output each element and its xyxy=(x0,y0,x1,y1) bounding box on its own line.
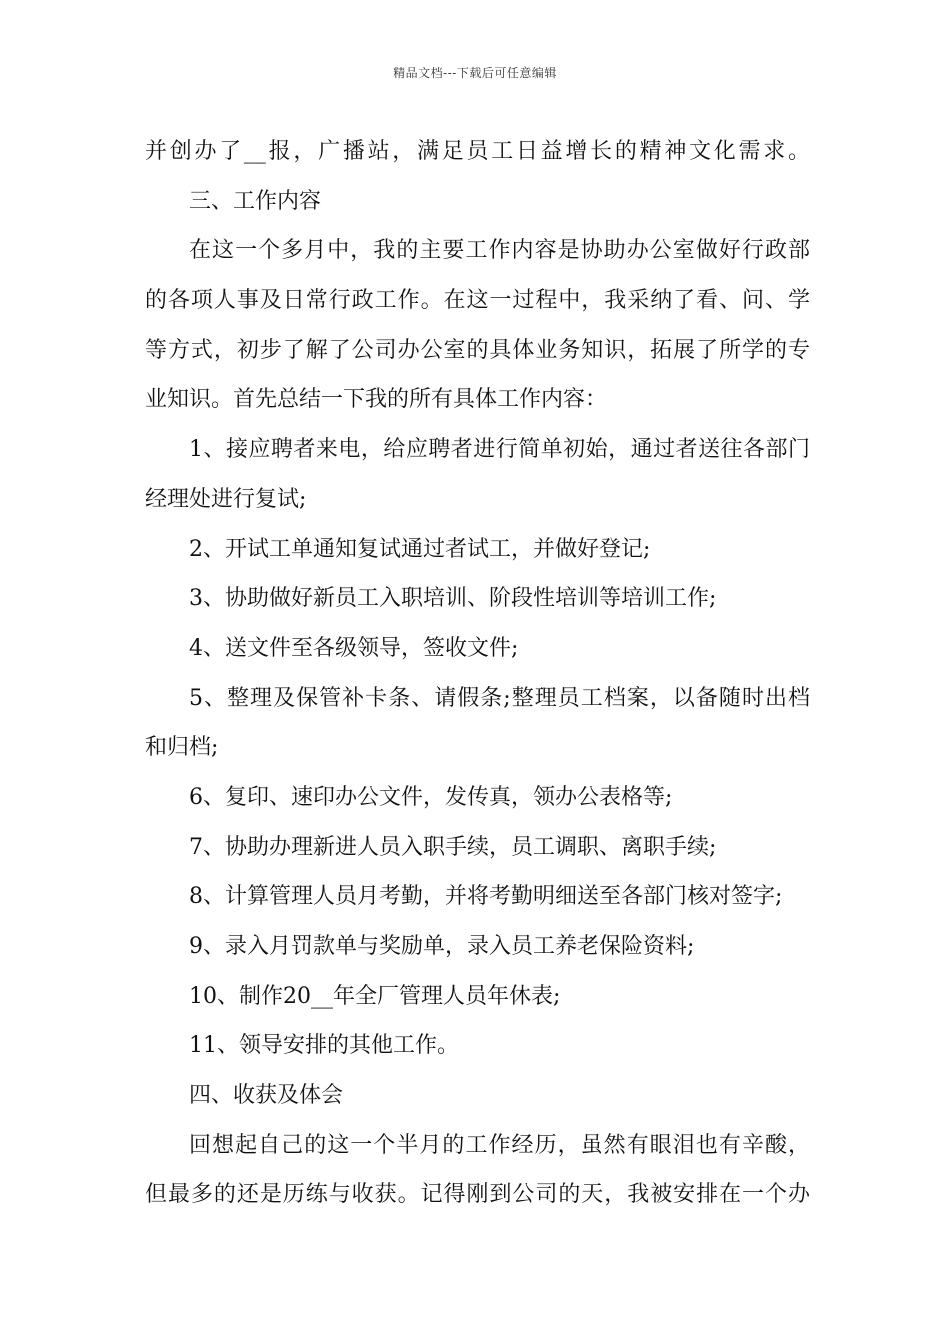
paragraph-line: 并创办了__报，广播站，满足员工日益增长的精神文化需求。 xyxy=(145,139,810,164)
document-body xyxy=(145,127,810,1220)
page-header: 精品文档---下载后可任意编辑 xyxy=(393,66,557,80)
list-item: 11、领导安排的其他工作。 xyxy=(189,1033,459,1059)
section-heading: 四、收获及体会 xyxy=(189,1083,344,1109)
paragraph-line: 回想起自己的这一个半月的工作经历，虽然有眼泪也有辛酸， xyxy=(189,1132,810,1158)
list-item: 3、协助做好新员工入职培训、阶段性培训等培训工作; xyxy=(189,586,717,612)
list-item-continuation: 和归档; xyxy=(145,735,219,761)
paragraph-line: 在这一个多月中，我的主要工作内容是协助办公室做好行政部 xyxy=(189,238,810,264)
paragraph-line: 但最多的还是历练与收获。记得刚到公司的天，我被安排在一个办 xyxy=(145,1182,810,1208)
list-item: 5、整理及保管补卡条、请假条;整理员工档案，以备随时出档 xyxy=(189,685,810,711)
list-item: 1、接应聘者来电，给应聘者进行简单初始，通过者送往各部门 xyxy=(189,437,810,463)
list-item: 6、复印、速印办公文件，发传真，领办公表格等; xyxy=(189,784,673,810)
list-item: 8、计算管理人员月考勤，并将考勤明细送至各部门核对签字; xyxy=(189,884,783,910)
section-heading: 三、工作内容 xyxy=(189,188,322,214)
list-item: 10、制作20__年全厂管理人员年休表; xyxy=(189,983,561,1009)
list-item: 4、送文件至各级领导，签收文件; xyxy=(189,635,519,661)
list-item-continuation: 经理处进行复试; xyxy=(145,486,307,512)
paragraph-line: 的各项人事及日常行政工作。在这一过程中，我采纳了看、问、学 xyxy=(145,288,810,314)
list-item: 9、录入月罚款单与奖励单，录入员工养老保险资料; xyxy=(189,934,695,959)
paragraph-line: 业知识。首先总结一下我的所有具体工作内容： xyxy=(145,387,608,413)
list-item: 2、开试工单通知复试通过者试工，并做好登记; xyxy=(189,536,651,562)
paragraph-line: 等方式，初步了解了公司办公室的具体业务知识，拓展了所学的专 xyxy=(145,337,810,363)
list-item: 7、协助办理新进人员入职手续，员工调职、离职手续; xyxy=(189,834,717,860)
